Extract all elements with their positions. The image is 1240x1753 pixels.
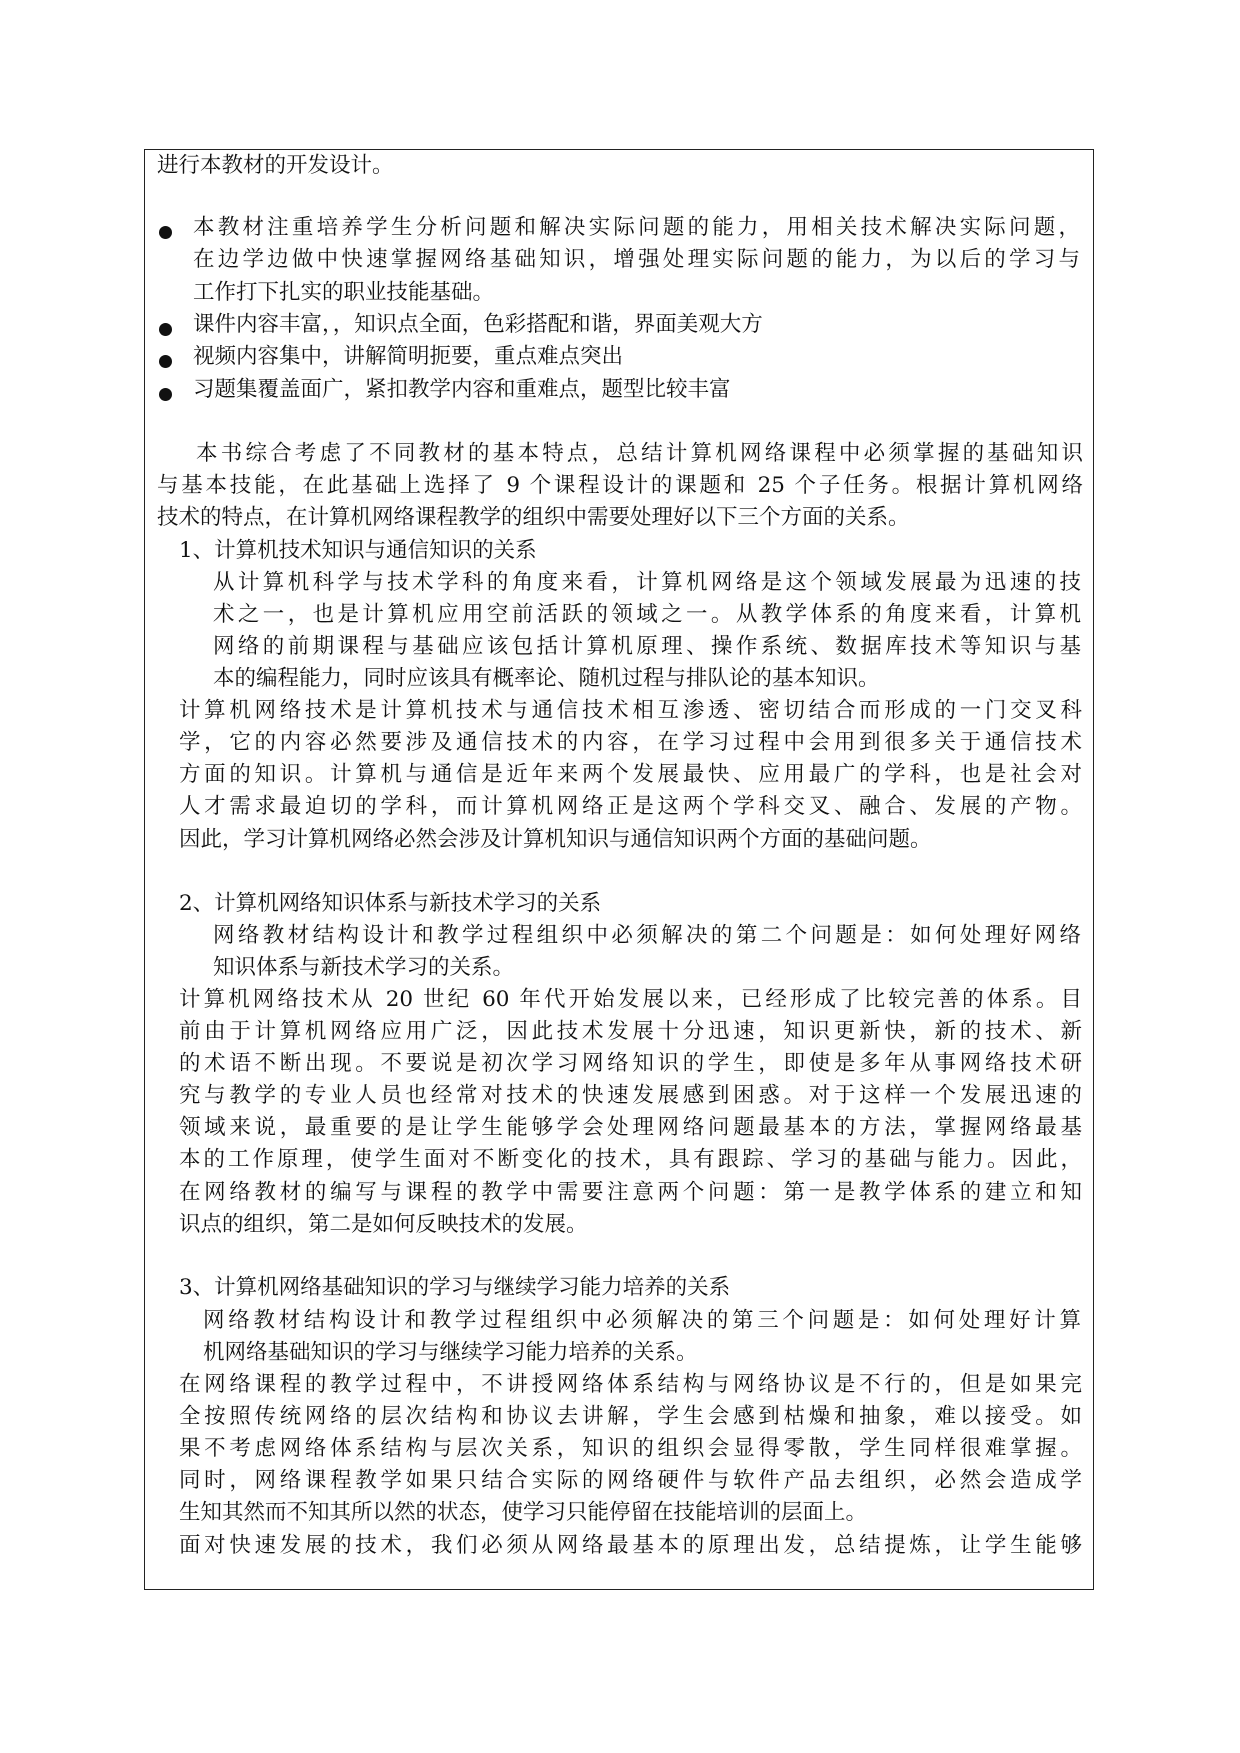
section-heading: 3、计算机网络基础知识的学习与继续学习能力培养的关系 [179,1275,731,1300]
section-body-text: 果不考虑网络体系结构与层次关系，知识的组织会显得零散，学生同样很难掌握。 [179,1436,1082,1461]
bullet-item-text: 习题集覆盖面广，紧扣教学内容和重难点，题型比较丰富 [193,377,731,402]
bullet-item-text: 工作打下扎实的职业技能基础。 [193,280,495,305]
overview-paragraph: 技术的特点，在计算机网络课程教学的组织中需要处理好以下三个方面的关系。 [157,505,910,530]
section-indented-text: 网络教材结构设计和教学过程组织中必须解决的第二个问题是：如何处理好网络 [213,923,1081,948]
section-body-text: 因此，学习计算机网络必然会涉及计算机知识与通信知识两个方面的基础问题。 [179,827,932,852]
bullet-item-text: 本教材注重培养学生分析问题和解决实际问题的能力，用相关技术解决实际问题， [193,215,1080,240]
section-body-text: 全按照传统网络的层次结构和协议去讲解，学生会感到枯燥和抽象，难以接受。如 [179,1404,1082,1429]
bullet-item-text: 在边学边做中快速掌握网络基础知识，增强处理实际问题的能力，为以后的学习与 [193,247,1080,272]
section-body-text: 同时，网络课程教学如果只结合实际的网络硬件与软件产品去组织，必然会造成学 [179,1468,1082,1493]
section-body-text: 生知其然而不知其所以然的状态，使学习只能停留在技能培训的层面上。 [179,1500,868,1525]
bullet-icon [159,226,172,239]
bullet-icon [159,355,172,368]
section-body-text: 在网络课程的教学过程中，不讲授网络体系结构与网络协议是不行的，但是如果完 [179,1372,1082,1397]
overview-paragraph: 本书综合考虑了不同教材的基本特点，总结计算机网络课程中必须掌握的基础知识 [196,441,1083,466]
section-body-text: 计算机网络技术从 20 世纪 60 年代开始发展以来，已经形成了比较完善的体系。目 [179,987,1082,1012]
section-indented-text: 网络教材结构设计和教学过程组织中必须解决的第三个问题是：如何处理好计算 [203,1308,1081,1333]
section-indented-text: 机网络基础知识的学习与继续学习能力培养的关系。 [203,1340,698,1365]
section-body-text: 方面的知识。计算机与通信是近年来两个发展最快、应用最广的学科，也是社会对 [179,762,1082,787]
section-indented-text: 网络的前期课程与基础应该包括计算机原理、操作系统、数据库技术等知识与基 [213,634,1081,659]
section-body-text: 在网络教材的编写与课程的教学中需要注意两个问题：第一是教学体系的建立和知 [179,1180,1082,1205]
section-body-text: 领域来说，最重要的是让学生能够学会处理网络问题最基本的方法，掌握网络最基 [179,1115,1082,1140]
section-indented-text: 从计算机科学与技术学科的角度来看，计算机网络是这个领域发展最为迅速的技 [213,570,1081,595]
bullet-icon [159,388,172,401]
section-body-text: 的术语不断出现。不要说是初次学习网络知识的学生，即使是多年从事网络技术研 [179,1051,1082,1076]
section-body-text: 究与教学的专业人员也经常对技术的快速发展感到困惑。对于这样一个发展迅速的 [179,1083,1082,1108]
section-body-text: 本的工作原理，使学生面对不断变化的技术，具有跟踪、学习的基础与能力。因此， [179,1147,1082,1172]
section-body-text: 识点的组织，第二是如何反映技术的发展。 [179,1212,588,1237]
section-indented-text: 知识体系与新技术学习的关系。 [213,955,515,980]
section-body-text: 人才需求最迫切的学科，而计算机网络正是这两个学科交叉、融合、发展的产物。 [179,794,1082,819]
section-body-text: 学，它的内容必然要涉及通信技术的内容，在学习过程中会用到很多关于通信技术 [179,730,1082,755]
bullet-icon [159,323,172,336]
section-heading: 2、计算机网络知识体系与新技术学习的关系 [179,891,602,916]
section-indented-text: 术之一，也是计算机应用空前活跃的领域之一。从教学体系的角度来看，计算机 [213,602,1081,627]
section-body-text: 前由于计算机网络应用广泛，因此技术发展十分迅速，知识更新快，新的技术、新 [179,1019,1082,1044]
bullet-item-text: 视频内容集中，讲解简明扼要，重点难点突出 [193,344,624,369]
overview-paragraph: 与基本技能，在此基础上选择了 9 个课程设计的课题和 25 个子任务。根据计算机网络 [157,473,1083,498]
section-indented-text: 本的编程能力，同时应该具有概率论、随机过程与排队论的基本知识。 [213,666,880,691]
section-body-text: 计算机网络技术是计算机技术与通信技术相互渗透、密切结合而形成的一门交叉科 [179,698,1082,723]
section-body-text: 面对快速发展的技术，我们必须从网络最基本的原理出发，总结提炼，让学生能够 [179,1533,1082,1558]
intro-text: 进行本教材的开发设计。 [157,153,394,178]
section-heading: 1、计算机技术知识与通信知识的关系 [179,538,537,563]
bullet-item-text: 课件内容丰富，，知识点全面，色彩搭配和谐，界面美观大方 [193,312,763,337]
